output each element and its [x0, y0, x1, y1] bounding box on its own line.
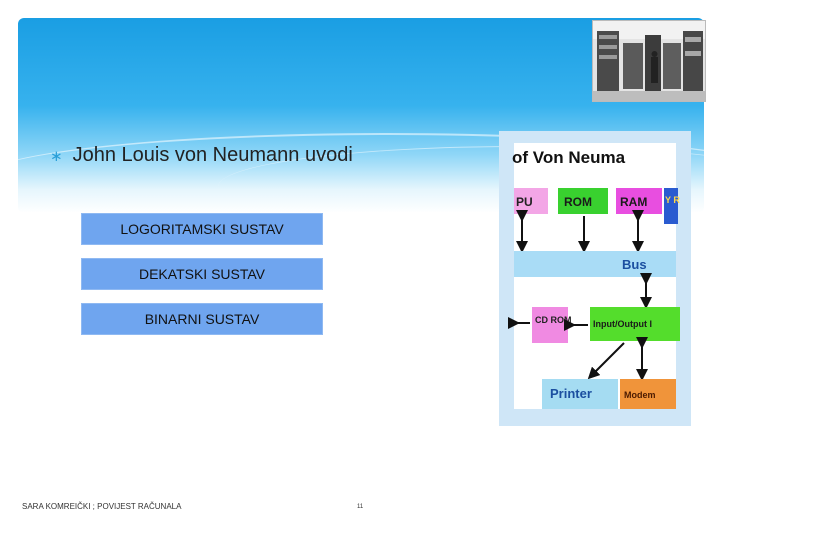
diagram-cpu-label: PU [516, 195, 533, 209]
diagram-bus-label: Bus [622, 257, 647, 272]
diagram-bus [514, 251, 676, 277]
diagram-cdrom-label: CD ROM [535, 315, 572, 325]
diagram-io-label: Input/Output I [593, 319, 652, 329]
bullet-text: John Louis von Neumann uvodi [72, 144, 353, 166]
diagram-title: of Von Neuma [512, 148, 626, 167]
diagram-cdrom-block [532, 307, 568, 343]
footer-page-number: 11 [357, 504, 364, 510]
eniac-photo [592, 20, 706, 102]
bullet-item [50, 144, 353, 167]
von-neumann-diagram [512, 143, 680, 409]
diagram-extra-block [664, 188, 678, 224]
bullet-star-icon: ∗ [50, 146, 63, 165]
eniac-photo-image [593, 21, 705, 101]
diagram-printer-label: Printer [550, 386, 592, 401]
von-neumann-diagram-svg [512, 143, 680, 409]
system-box-logaritamski: LOGORITAMSKI SUSTAV [81, 213, 323, 245]
footer-author: SARA KOMREIČKI ; POVIJEST RAČUNALA [22, 502, 182, 511]
diagram-extra-label: Y R [665, 195, 680, 205]
system-box-dekatski: DEKATSKI SUSTAV [81, 258, 323, 290]
diagram-rom-label: ROM [564, 195, 592, 209]
system-box-binarni: BINARNI SUSTAV [81, 303, 323, 335]
diagram-ram-label: RAM [620, 195, 648, 209]
diagram-modem-label: Modem [624, 390, 656, 400]
